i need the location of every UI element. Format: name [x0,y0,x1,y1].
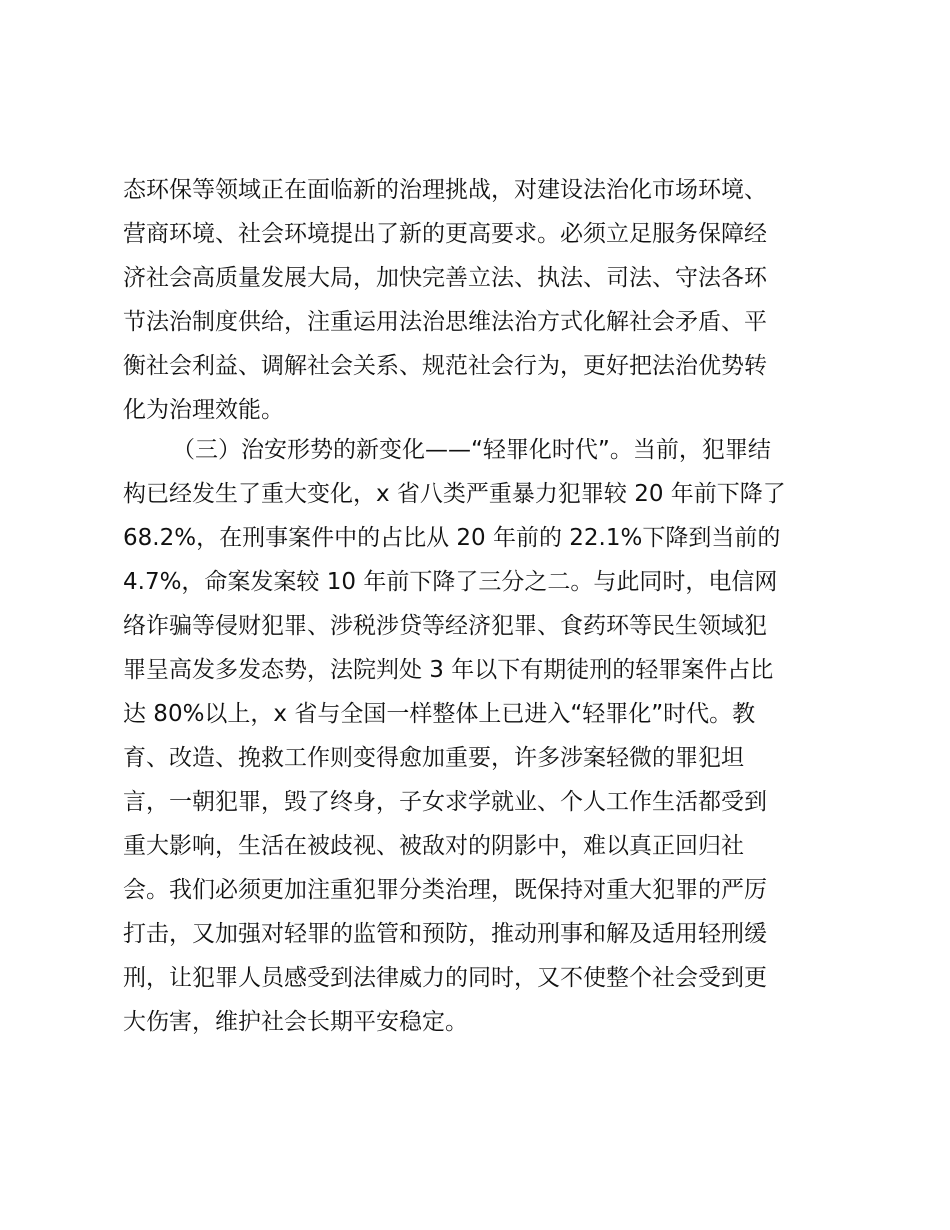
text-line: 大伤害，维护社会长期平安稳定。 [123,1009,468,1035]
text-line: 打击，又加强对轻罪的监管和预防，推动刑事和解及适用轻刑缓 [123,921,767,947]
section-heading-line: （三）治安形势的新变化——“轻罪化时代”。当前，犯罪结 [172,437,771,463]
text-line: 济社会高质量发展大局，加快完善立法、执法、司法、守法各环 [123,265,767,291]
text-line: 育、改造、挽救工作则变得愈加重要，许多涉案轻微的罪犯坦 [123,745,744,771]
text-line: 达 80%以上，x 省与全国一样整体上已进入“轻罪化”时代。教 [123,701,756,727]
text-line: 罪呈高发多发态势，法院判处 3 年以下有期徒刑的轻罪案件占比 [123,657,774,683]
text-line: 化为治理效能。 [123,397,284,423]
text-line: 络诈骗等侵财犯罪、涉税涉贷等经济犯罪、食药环等民生领域犯 [123,613,767,639]
text-line: 营商环境、社会环境提出了新的更高要求。必须立足服务保障经 [123,221,767,247]
text-line: 衡社会利益、调解社会关系、规范社会行为，更好把法治优势转 [123,353,767,379]
text-line: 4.7%，命案发案较 10 年前下降了三分之二。与此同时，电信网 [123,569,778,595]
text-line: 刑，让犯罪人员感受到法律威力的同时，又不使整个社会受到更 [123,965,767,991]
text-line: 构已经发生了重大变化，x 省八类严重暴力犯罪较 20 年前下降了 [123,481,786,507]
text-line: 态环保等领域正在面临新的治理挑战，对建设法治化市场环境、 [123,177,767,203]
text-line: 重大影响，生活在被歧视、被敌对的阴影中，难以真正回归社 [123,833,744,859]
text-line: 会。我们必须更加注重犯罪分类治理，既保持对重大犯罪的严厉 [123,877,767,903]
text-line: 68.2%，在刑事案件中的占比从 20 年前的 22.1%下降到当前的 [123,525,781,551]
text-line: 言，一朝犯罪，毁了终身，子女求学就业、个人工作生活都受到 [123,789,767,815]
text-line: 节法治制度供给，注重运用法治思维法治方式化解社会矛盾、平 [123,309,767,335]
